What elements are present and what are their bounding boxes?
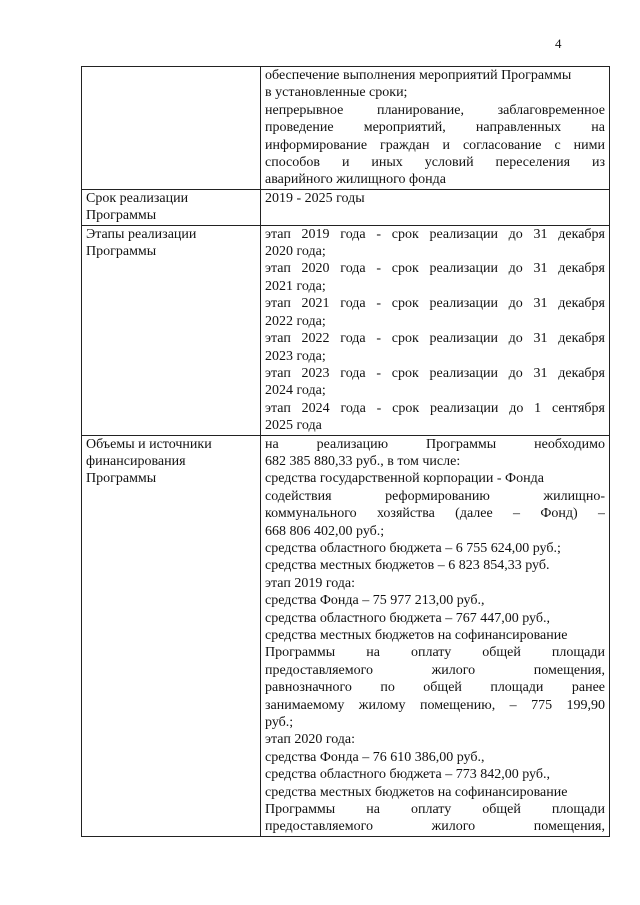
row-value-line: этап 2023 года - срок реализации до 31 декабря <box>265 365 605 381</box>
row-value-line: средства Фонда – 75 977 213,00 руб., <box>265 593 485 609</box>
row-value-cell <box>261 67 610 190</box>
row-value-cell <box>261 225 610 435</box>
row-value-cell <box>261 435 610 836</box>
row-value-line: средства Фонда – 76 610 386,00 руб., <box>265 749 485 765</box>
row-value-line: руб.; <box>265 715 294 731</box>
row-value-line: равнозначного по общей площади ранее <box>265 680 605 696</box>
row-value-line: непрерывное планирование, заблаговременное <box>265 102 605 118</box>
row-value-line: содействия реформированию жилищно- <box>265 488 605 504</box>
row-value-line: информирование граждан и согласование с ними <box>265 137 605 153</box>
row-value-line: 2023 года; <box>265 348 326 364</box>
row-value-line: этап 2020 года - срок реализации до 31 декабря <box>265 261 605 277</box>
row-value-line: средства областного бюджета – 6 755 624,00 руб.; <box>265 540 561 556</box>
row-value-line: 2024 года; <box>265 383 326 399</box>
row-value-line: этап 2022 года - срок реализации до 31 декабря <box>265 331 605 347</box>
row-label-line: Программы <box>86 244 157 260</box>
row-value-line: этап 2021 года - срок реализации до 31 декабря <box>265 296 605 312</box>
row-label-line: Этапы реализации <box>86 226 197 242</box>
row-label-cell <box>82 435 261 836</box>
table-row <box>82 189 610 225</box>
row-value-line: средства областного бюджета – 773 842,00 руб., <box>265 767 550 783</box>
row-value-line: средства местных бюджетов – 6 823 854,33 руб. <box>265 558 550 574</box>
row-value-line: проведение мероприятий, направленных на <box>265 120 605 136</box>
row-label-line: финансирования <box>86 453 186 469</box>
row-value-line: средства областного бюджета – 767 447,00 руб., <box>265 610 550 626</box>
row-value-line: 2019 - 2025 годы <box>265 190 365 206</box>
row-value-line: средства государственной корпорации - Фонда <box>265 471 544 487</box>
row-value-line: 2022 года; <box>265 313 326 329</box>
row-value-line: на реализацию Программы необходимо <box>265 436 605 452</box>
row-value-line: 668 806 402,00 руб.; <box>265 523 385 539</box>
row-value-line: Программы на оплату общей площади <box>265 802 605 818</box>
row-label-line: Объемы и источники <box>86 436 212 452</box>
row-value-line: этап 2020 года: <box>265 732 356 748</box>
row-value-line: занимаемому жилому помещению, – 775 199,90 <box>265 697 605 713</box>
row-value-line: 682 385 880,33 руб., в том числе: <box>265 453 461 469</box>
row-value-line: обеспечение выполнения мероприятий Программы <box>265 68 572 83</box>
row-value-line: в установленные сроки; <box>265 85 408 101</box>
row-value-line: 2025 года <box>265 418 322 434</box>
row-value-line: способов и иных условий переселения из <box>265 155 605 171</box>
page-number: 4 <box>555 36 562 51</box>
row-label-line: Срок реализации <box>86 190 189 206</box>
row-value-line: этап 2019 года - срок реализации до 31 декабря <box>265 226 605 242</box>
row-value-line: Программы на оплату общей площади <box>265 645 605 661</box>
row-value-line: предоставляемого жилого помещения, <box>265 662 605 678</box>
row-value-line: 2020 года; <box>265 244 326 260</box>
row-value-line: этап 2019 года: <box>265 575 356 591</box>
row-value-line: этап 2024 года - срок реализации до 1 сентября <box>265 400 605 416</box>
row-value-line: предоставляемого жилого помещения, <box>265 819 605 835</box>
row-value-line: средства местных бюджетов на софинансирование <box>265 628 568 643</box>
table-row <box>82 435 610 836</box>
program-passport-table <box>81 66 610 837</box>
row-value-line: 2021 года; <box>265 278 326 294</box>
row-label-cell <box>82 225 261 435</box>
table-row <box>82 225 610 435</box>
row-label-cell <box>82 67 261 190</box>
row-label-line: Программы <box>86 471 157 487</box>
row-value-line: аварийного жилищного фонда <box>265 172 446 188</box>
row-label-line: Программы <box>86 208 157 224</box>
table-row <box>82 67 610 190</box>
row-value-cell <box>261 189 610 225</box>
row-value-line: средства местных бюджетов на софинансирование <box>265 784 568 800</box>
row-label-cell <box>82 189 261 225</box>
table-body <box>82 67 610 837</box>
row-value-line: коммунального хозяйства (далее – Фонд) – <box>265 506 605 522</box>
